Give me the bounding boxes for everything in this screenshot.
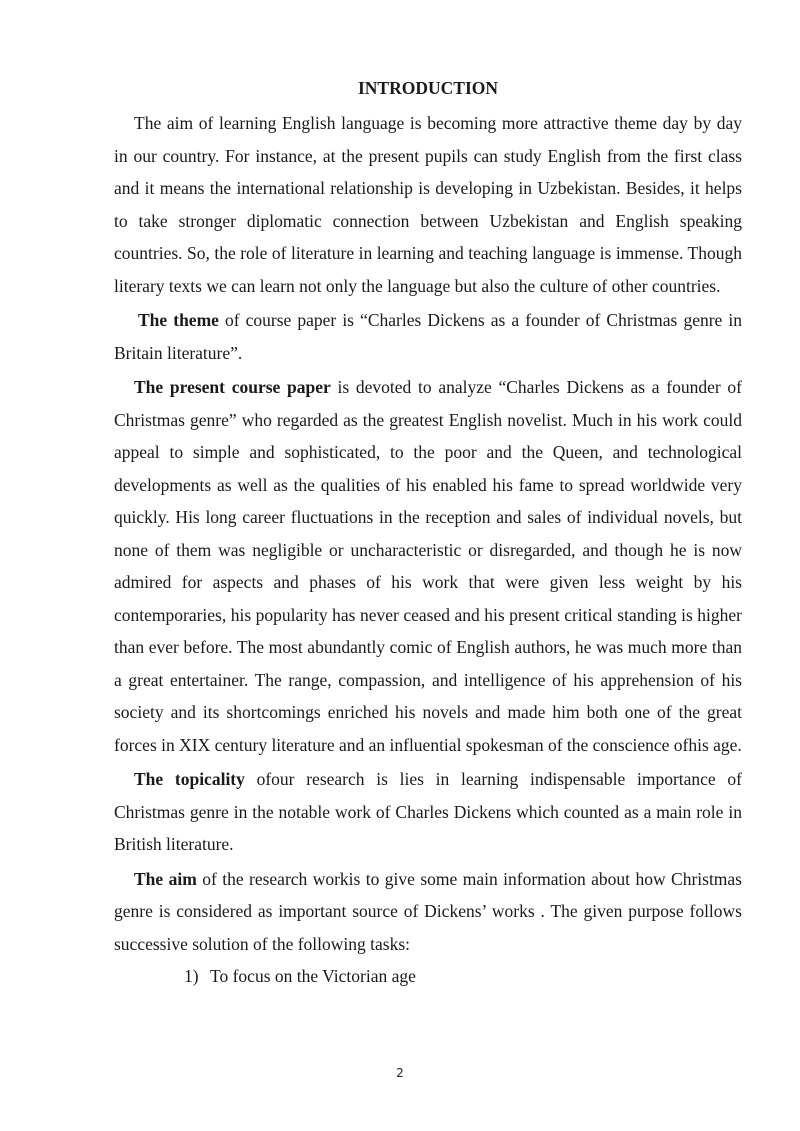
paragraph-text: of course paper is “Charles Dickens as a founder of Christmas genre in Britain literature”.: [114, 310, 742, 363]
paragraph-aim: [114, 863, 742, 961]
paragraph-lead: The present course paper: [134, 377, 331, 397]
paragraph-text: The aim of learning English language is becoming more attractive theme day by day in our country. For instance, at the present pupils can study English from the first class and it means the international relationship is developing in Uzbekistan. Besides, it helps to take stronger diplomatic connection between Uzbekistan and English speaking countries. So, the role of literature in learning and teaching language is immense. Though literary texts we can learn not only the language but also the culture of other countries.: [114, 113, 742, 296]
page-content: [114, 75, 742, 993]
list-item: [114, 960, 742, 993]
list-item-number: 1): [184, 966, 199, 986]
section-heading: INTRODUCTION: [357, 78, 499, 98]
paragraph-lead: The theme: [138, 310, 219, 330]
list-item-text: To focus on the Victorian age: [210, 966, 416, 986]
paragraph-intro: [114, 107, 742, 302]
page-number: 2: [396, 1066, 404, 1080]
paragraph-lead: The aim: [134, 868, 197, 889]
paragraph-theme: [114, 304, 742, 369]
paragraph-topicality: [114, 763, 742, 861]
paragraph-lead: The topicality: [134, 769, 245, 789]
paragraph-text: of the research workis to give some main information about how Christmas genre is considered as important source of Dickens’ works . The given purpose follows successive solution of the following tasks:: [114, 868, 742, 954]
paragraph-text: is devoted to analyze “Charles Dickens as a founder of Christmas genre” who regarded as the greatest English novelist. Much in his work could appeal to simple and sophisticated, to the poor and the Queen, and technological developments as well as the qualities of his enabled his fame to spread worldwide very quickly. His long career fluctuations in the reception and sales of individual novels, but none of them was negligible or uncharacteristic or disregarded, and though he is now admired for aspects and phases of his work that were given less weight by his contemporaries, his popularity has never ceased and his present critical standing is higher than ever before. The most abundantly comic of English authors, he was much more than a great entertainer. The range, compassion, and intelligence of his apprehension of his society and its shortcomings enriched his novels and made him both one of the great forces in XIX century literature and an influential spokesman of the conscience ofhis age.: [114, 377, 743, 755]
paragraph-text: ofour research is lies in learning indispensable importance of Christmas genre in the notable work of Charles Dickens which counted as a main role in British literature.: [114, 769, 742, 854]
paragraph-present-course-paper: [114, 371, 742, 761]
